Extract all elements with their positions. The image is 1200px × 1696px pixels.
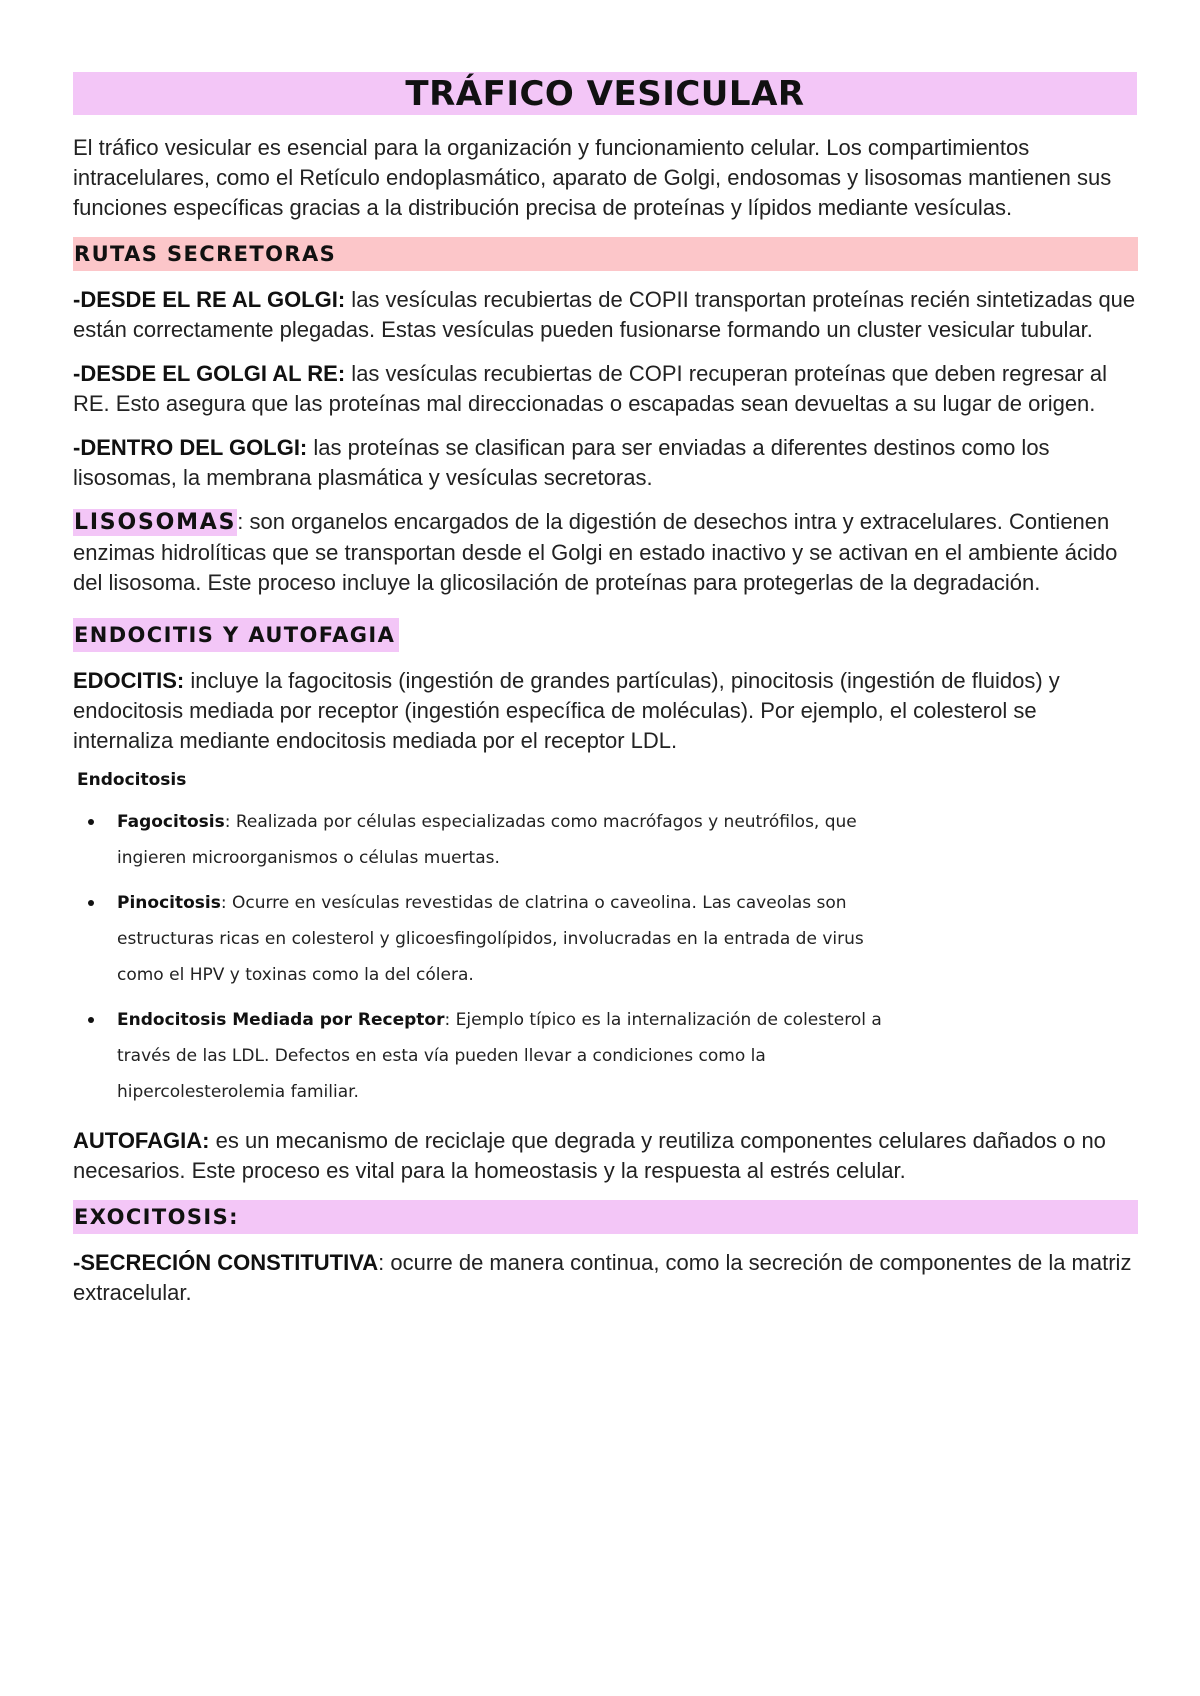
bullet-icon <box>88 1017 94 1023</box>
list-item <box>73 1002 913 1110</box>
secrecion-constitutiva-paragraph <box>73 1248 1137 1308</box>
re-golgi-label: -DESDE EL RE AL GOLGI: <box>73 287 346 312</box>
dentro-golgi-paragraph <box>73 433 1137 493</box>
rutas-secretoras-header <box>73 237 1138 271</box>
list-item-label: Pinocitosis <box>117 893 221 913</box>
bullet-icon <box>88 900 94 906</box>
golgi-re-paragraph <box>73 359 1137 419</box>
list-item <box>73 804 913 876</box>
secrecion-constitutiva-text: : ocurre de manera continua, como la secreción de componentes de la matriz extracelular. <box>73 1250 1132 1305</box>
bullet-icon <box>88 819 94 825</box>
intro-paragraph: El tráfico vesicular es esencial para la organización y funcionamiento celular. Los compartimientos intracelulares, como el Retículo endoplasmático, aparato de Golgi, endosomas y lisosomas mantienen sus funciones específicas gracias a la distribución precisa de proteínas y lípidos mediante vesículas. <box>73 135 1112 220</box>
lisosomas-label: LISOSOMAS <box>74 510 237 535</box>
edocitis-text: incluye la fagocitosis (ingestión de grandes partículas), pinocitosis (ingestión de fluidos) y endocitosis mediada por receptor (ingestión específica de moléculas). Por ejemplo, el colesterol se internaliza mediante endocitosis mediada por el receptor LDL. <box>73 668 1060 753</box>
list-item-label: Endocitosis Mediada por Receptor <box>117 1010 445 1030</box>
secrecion-constitutiva-label: -SECRECIÓN CONSTITUTIVA <box>73 1250 379 1275</box>
title-banner <box>73 72 1137 115</box>
list-item <box>73 885 913 993</box>
page-title: TRÁFICO VESICULAR <box>405 73 805 114</box>
list-item-text: : Ejemplo típico es la internalización de colesterol a través de las LDL. Defectos en esta vía pueden llevar a condiciones como la hipercolesterolemia familiar. <box>117 1010 882 1102</box>
dentro-golgi-label: -DENTRO DEL GOLGI: <box>73 435 308 460</box>
lisosomas-paragraph <box>73 507 1137 598</box>
lisosomas-text: : son organelos encargados de la digestión de desechos intra y extracelulares. Contienen enzimas hidrolíticas que se transportan desde el Golgi en estado inactivo y se activan en el ambiente ácido del lisosoma. Este proceso incluye la glicosilación de proteínas para protegerlas de la degradación. <box>73 509 1118 595</box>
exocitosis-header <box>73 1200 1138 1234</box>
re-golgi-text: las vesículas recubiertas de COPII transportan proteínas recién sintetizadas que están correctamente plegadas. Estas vesículas pueden fusionarse formando un cluster vesicular tubular. <box>73 287 1136 342</box>
dentro-golgi-text: las proteínas se clasifican para ser enviadas a diferentes destinos como los lisosomas, la membrana plasmática y vesículas secretoras. <box>73 435 1050 490</box>
re-golgi-paragraph <box>73 285 1137 345</box>
list-item-text: : Realizada por células especializadas como macrófagos y neutrófilos, que ingieren microorganismos o células muertas. <box>117 812 857 868</box>
endocitosis-embedded-figure <box>73 770 913 1110</box>
edocitis-label: EDOCITIS: <box>73 668 185 693</box>
embed-heading: Endocitosis <box>77 770 187 790</box>
list-item-label: Fagocitosis <box>117 812 225 832</box>
golgi-re-text: las vesículas recubiertas de COPI recuperan proteínas que deben regresar al RE. Esto asegura que las proteínas mal direccionadas o escapadas sean devueltas a su lugar de origen. <box>73 361 1108 416</box>
list-item-text: : Ocurre en vesículas revestidas de clatrina o caveolina. Las caveolas son estructuras ricas en colesterol y glicoesfingolípidos, involucradas en la entrada de virus como el HPV y toxinas como la del cólera. <box>117 893 864 985</box>
golgi-re-label: -DESDE EL GOLGI AL RE: <box>73 361 346 386</box>
autofagia-text: es un mecanismo de reciclaje que degrada y reutiliza componentes celulares dañados o no necesarios. Este proceso es vital para la homeostasis y la respuesta al estrés celular. <box>73 1128 1106 1183</box>
endocitis-header <box>73 618 399 652</box>
endocitis-heading: ENDOCITIS Y AUTOFAGIA <box>74 623 396 647</box>
endocitosis-list <box>73 804 913 1110</box>
exocitosis-heading: EXOCITOSIS: <box>74 1205 239 1229</box>
document-content <box>73 72 1137 1322</box>
edocitis-paragraph <box>73 666 1137 756</box>
autofagia-paragraph <box>73 1126 1137 1186</box>
rutas-secretoras-heading: RUTAS SECRETORAS <box>74 242 337 266</box>
autofagia-label: AUTOFAGIA: <box>73 1128 210 1153</box>
